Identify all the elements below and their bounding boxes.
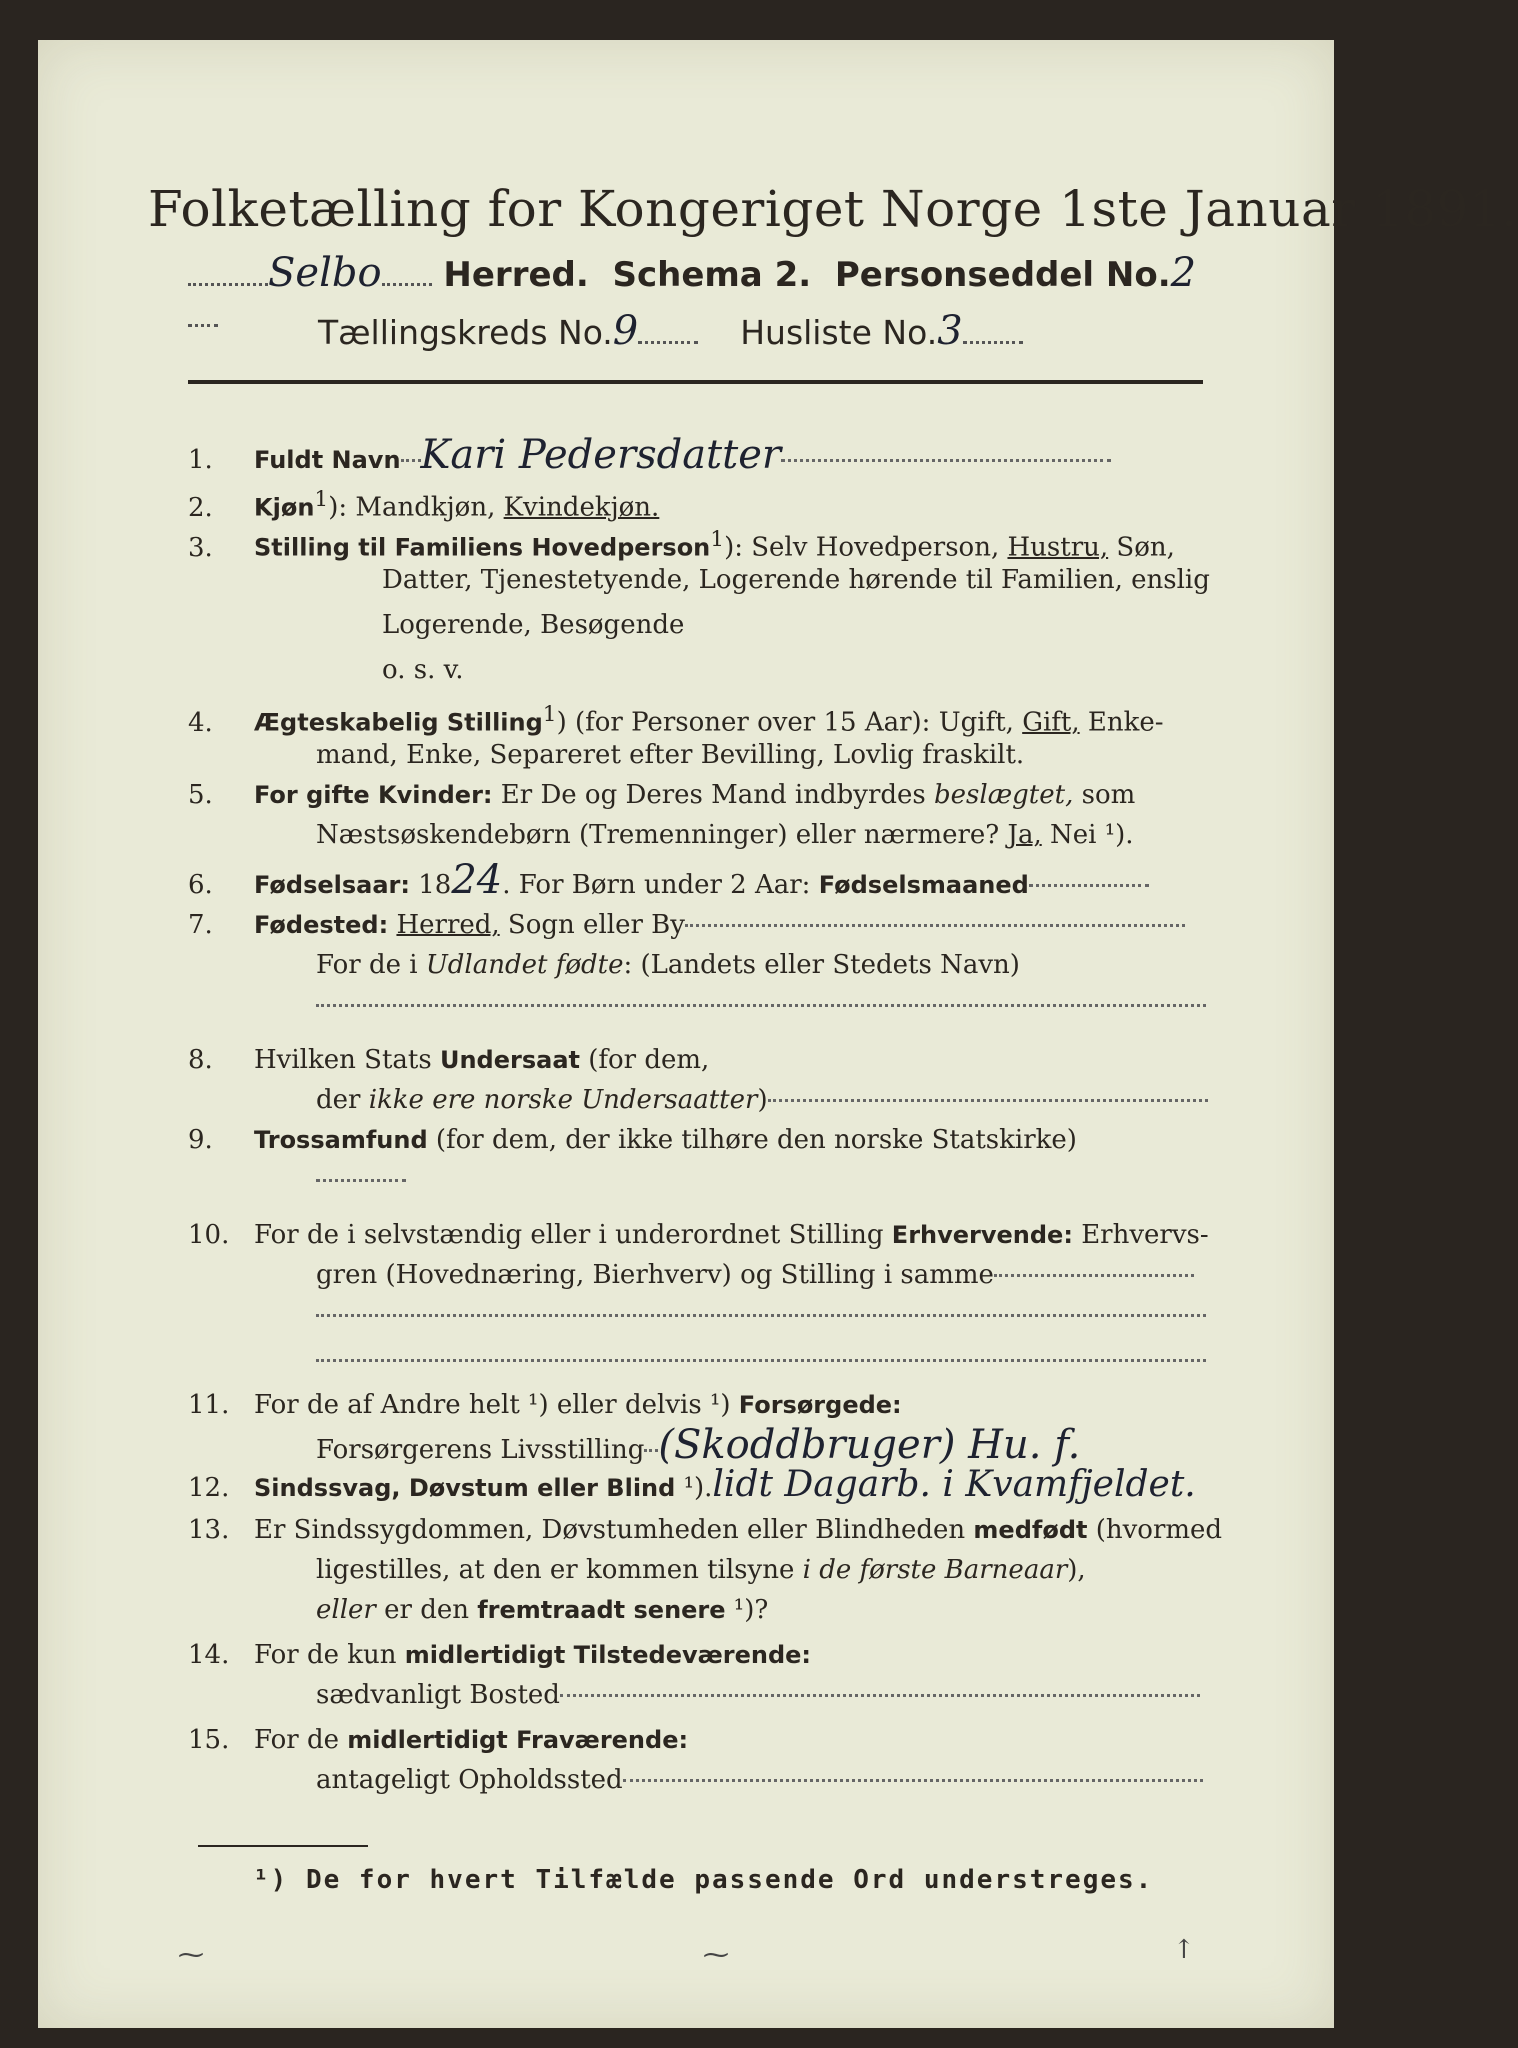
provider-occupation-value: (Skoddbruger) Hu. f. [658, 1422, 1081, 1468]
birthplace-selected: Herred, [396, 910, 500, 940]
birth-year-value: 24 [451, 857, 503, 903]
herred-value: Selbo [268, 250, 382, 296]
item-11: 11. For de af Andre helt ¹) eller delvis ¹) Forsørgede: [188, 1390, 902, 1420]
item-13: 13. Er Sindssygdommen, Døvstumheden eller Blindheden medfødt (hvormed [188, 1515, 1223, 1545]
item-5: 5. For gifte Kvinder: Er De og Deres Mand indbyrdes beslægtet, som [188, 780, 1136, 810]
form-title: Folketælling for Kongeriget Norge 1ste Januar 1891. [148, 180, 1518, 238]
herred-label: Herred. [443, 255, 589, 295]
item-4: 4. Ægteskabelig Stilling$^1$) (for Personer over 15 Aar): Ugift, Gift, Enke- [188, 702, 1164, 738]
corner-mark-right: ↑ [1173, 1935, 1195, 1965]
position-selected: Hustru, [1007, 532, 1109, 563]
item-14: 14. For de kun midlertidigt Tilstedeværende: [188, 1640, 812, 1670]
husliste-value: 3 [937, 308, 963, 354]
sex-selected: Kvindekjøn. [503, 492, 660, 523]
corner-mark-left: ⁓ [178, 1940, 204, 1970]
census-form-sheet: Folketælling for Kongeriget Norge 1ste Januar 1891. Selbo Herred. Schema 2. Personseddel No.2 Tællingskreds No.9 Husliste No.3 1. Fuldt Navn Kari Pedersdatter 2. Kjøn$^1$): Mandkjøn, Kvindekjøn. 3. Stilling til Familiens Hovedperson$^1$): Selv Hovedperson, Hustru, Søn, Datter, Tjenestetyende, Logerende hørende til Familien, enslig Logerende, Besøgende o. s. v. 4. Ægteskabelig Stilling$^1$) (for Personer over 15 Aar): Ugift, Gift, Enke- mand, Enke, Separeret efter Bevilling, Lovlig fraskilt. 5. For gifte Kvinder: Er De og Deres Mand indbyrdes beslægtet, som Næstsøskendebørn (Tremenninger) eller nærmere? Ja, Nei ¹). 6. Fødselsaar: 1824. For Børn under 2 Aar: Fødselsmaaned 7. Fødested: Herred, Sogn eller By For de i Udlandet fødte: (Landets eller Stedets Navn) 8. Hvilken Stats Undersaat (for dem, der ikke ere norske Undersaatter) 9. Trossamfund (for dem, der ikke tilhøre den norske Statskirke) 10. For de i selvstændig eller i underordnet Stilling Erhvervende: Erhvervs- gren (Hovednæring, Bierhverv) og Stilling i samme 11. For de af Andre helt ¹) eller delvis ¹) Forsørgede: Forsørgerens Livsstilling (Skoddbruger) Hu. f. 12. Sindssvag, Døvstum eller Blind ¹).lidt Dagarb. i Kvamfjeldet. 13. Er Sindssygdommen, Døvstumheden eller Blindheden medfødt (hvormed ligestilles, at den er kommen tilsyne i de første Barneaar), eller er den fremtraadt senere ¹)? 14. For de kun midlertidigt Tilstedeværende: sædvanligt Bosted 15. For de midlertidigt Fraværende: antageligt Opholdssted ¹) De for hvert Tilfælde passende Ord understreges. ⁓ ⁓ ↑ [38, 40, 1334, 2028]
item-8: 8. Hvilken Stats Undersaat (for dem, [188, 1045, 710, 1075]
item-10: 10. For de i selvstændig eller i underordnet Stilling Erhvervende: Erhvervs- [188, 1220, 1209, 1250]
header-line-kreds [318, 308, 1198, 358]
item-15: 15. For de midlertidigt Fraværende: [188, 1725, 689, 1755]
item-6: 6. Fødselsaar: 1824. For Børn under 2 Aar: Fødselsmaaned [188, 860, 1208, 905]
footnote: ¹) De for hvert Tilfælde passende Ord understreges. [253, 1865, 1154, 1895]
full-name-label: Fuldt Navn [254, 446, 401, 474]
header-divider [188, 380, 1203, 384]
footnote-divider [198, 1845, 368, 1847]
item-1: 1. Fuldt Navn Kari Pedersdatter [188, 435, 1208, 480]
item-3: 3. Stilling til Familiens Hovedperson$^1$): Selv Hovedperson, Hustru, Søn, [188, 527, 1175, 563]
header-line-herred [188, 250, 1208, 300]
related-selected: Ja, [1007, 820, 1042, 850]
disability-note-value: lidt Dagarb. i Kvamfjeldet. [712, 1464, 1196, 1505]
marital-selected: Gift, [1022, 707, 1080, 738]
schema-label: Schema 2. [612, 255, 812, 295]
personseddel-label: Personseddel No. [834, 255, 1171, 295]
husliste-label: Husliste No. [740, 313, 938, 352]
item-2: 2. Kjøn$^1$): Mandkjøn, Kvindekjøn. [188, 487, 660, 523]
full-name-value: Kari Pedersdatter [420, 432, 781, 478]
personseddel-value: 2 [1170, 250, 1197, 296]
kreds-label: Tællingskreds No. [318, 313, 613, 352]
kreds-value: 9 [612, 308, 639, 354]
item-12: 12. Sindssvag, Døvstum eller Blind ¹).lidt Dagarb. i Kvamfjeldet. [188, 1464, 1196, 1505]
item-9: 9. Trossamfund (for dem, der ikke tilhøre den norske Statskirke) [188, 1125, 1077, 1155]
corner-mark-center: ⁓ [703, 1940, 729, 1970]
item-7: 7. Fødested: Herred, Sogn eller By [188, 905, 1208, 945]
